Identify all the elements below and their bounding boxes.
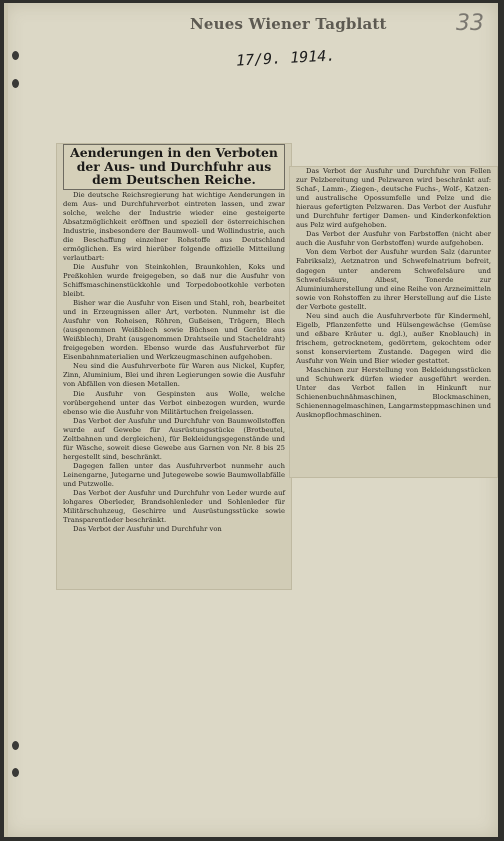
newspaper-masthead: Neues Wiener Tagblatt	[190, 15, 387, 33]
article-paragraph: Von dem Verbot der Ausfuhr wurden Salz (darunter Fabriksalz), Aetznatron und Schwefelnatrium befreit, dagegen unter anderem Schwefelsäure und Schwefelsäure, Albest, Tonerde zur Aluminiumherstellung und eine Reihe von Arzneimitteln sowie von Rohstoffen zu ihrer Herstellung auf die Liste der Verbote gestellt.	[296, 248, 491, 311]
article-paragraph: Neu sind die Ausfuhrverbote für Waren aus Nickel, Kupfer, Zinn, Aluminium, Blei und ihren Legierungen sowie die Ausfuhr von Abfällen von diesen Metallen.	[63, 362, 285, 389]
article-paragraph: Maschinen zur Herstellung von Bekleidungsstücken und Schuhwerk dürfen wieder ausgeführt werden. Unter das Verbot fallen in Hinkunft nur Schienenbuchnähmaschinen, Blockmaschinen, Schienennagelmaschinen, Langarmsteppmaschinen und Ausknopflochmaschinen.	[296, 366, 491, 420]
punch-hole	[12, 768, 19, 777]
article-paragraph: Bisher war die Ausfuhr von Eisen und Stahl, roh, bearbeitet und in Erzeugnissen aller Art, verboten. Nunmehr ist die Ausfuhr von Roheisen, Röhren, Gußeisen, Trägern, Blech (ausgenommen Weißblech sowie Büchsen und Geräte aus Weißblech), Draht (ausgenommen Drahtseile und Stacheldraht) freigegeben worden. Ebenso wurde das Ausfuhrverbot für Eisenbahnmaterialien und Werkzeugmaschinen aufgehoben.	[63, 299, 285, 362]
punch-hole	[12, 79, 19, 88]
article-paragraph: Das Verbot der Ausfuhr von Farbstoffen (nicht aber auch die Ausfuhr von Gerbstoffen) wurde aufgehoben.	[296, 230, 491, 248]
article-headline: Aenderungen in den Verboten der Aus- und Durchfuhr aus dem Deutschen Reiche.	[63, 144, 285, 190]
article-paragraph: Das Verbot der Ausfuhr und Durchfuhr von	[73, 525, 222, 534]
archive-sheet	[4, 3, 498, 837]
article-paragraph: Dagegen fallen unter das Ausfuhrverbot nunmehr auch Leinengarne, Jutegarne und Jutegewebe sowie Baumwollabfälle und Putzwolle.	[63, 461, 285, 488]
archive-number: 33	[456, 11, 484, 36]
article-paragraph: Die Ausfuhr von Gespinsten aus Wolle, welche vorübergehend unter das Verbot einbezogen wurden, wurde ebenso wie die Ausfuhr von Militärtuchen freigelassen.	[63, 389, 285, 416]
article-clipping-right	[289, 166, 498, 478]
handwritten-date: 17/9. 1914.	[235, 46, 336, 70]
article-paragraph: Neu sind auch die Ausfuhrverbote für Kindermehl, Eigelb, Pflanzenfette und Hülsengewächse (Gemüse und eßbare Kräuter u. dgl.), außer Knoblauch) in frischem, getrocknetem, gedörrtem, gekochtem oder sonst konserviertem Zustande. Dagegen wird die Ausfuhr von Wein und Bier wieder gestattet.	[296, 311, 491, 365]
article-paragraph: Die deutsche Reichsregierung hat wichtige Aenderungen in dem Aus- und Durchfuhrverbot eintreten lassen, und zwar solche, welche der Industrie wieder eine gesteigerte Absatzmöglichkeit eröffnen und speziell der österreichischen Industrie, insbesondere der Baumwoll- und Wollindustrie, auch die Beschaffung einzelner Rohstoffe aus Deutschland ermöglichen. Es wird hierüber folgende offizielle Mitteilung verlautbart:	[63, 190, 285, 262]
punch-hole	[12, 741, 19, 750]
article-clipping-left	[56, 143, 292, 590]
article-paragraph: Das Verbot der Ausfuhr und Durchfuhr von Fellen zur Pelzbereitung und Pelzwaren wird beschränkt auf: Schaf-, Lamm-, Ziegen-, deutsche Fuchs-, Wolf-, Katzen- und australische Opossumfelle und Pelze und die hieraus gefertigten Pelzwaren. Das Verbot der Ausfuhr und Durchfuhr fertiger Damen- und Kinderkonfektion aus Pelz wird aufgehoben.	[296, 167, 491, 230]
punch-hole	[12, 51, 19, 60]
article-paragraph: Das Verbot der Ausfuhr und Durchfuhr von Leder wurde auf lohgares Oberleder, Brandsohlenleder und Sohlenleder für Militärschuhzeug, Geschirre und Ausrüstungsstücke sowie Transparentleder beschränkt.	[63, 489, 285, 525]
article-paragraph: Die Ausfuhr von Steinkohlen, Braunkohlen, Koks und Preßkohlen wurde freigegeben, so daß nur die Ausfuhr von Schiffsmaschinenstückkohle und Torpedobootkohle verboten bleibt.	[63, 262, 285, 299]
article-paragraph: Das Verbot der Ausfuhr und Durchfuhr von Baumwollstoffen wurde auf Gewebe für Ausrüstungsstücke (Brotbeutel, Zeltbahnen und dergleichen), für Bekleidungsgegenstände und für Wäsche, soweit diese Gewebe aus Garnen von Nr. 8 bis 25 hergestellt sind, beschränkt.	[63, 416, 285, 461]
